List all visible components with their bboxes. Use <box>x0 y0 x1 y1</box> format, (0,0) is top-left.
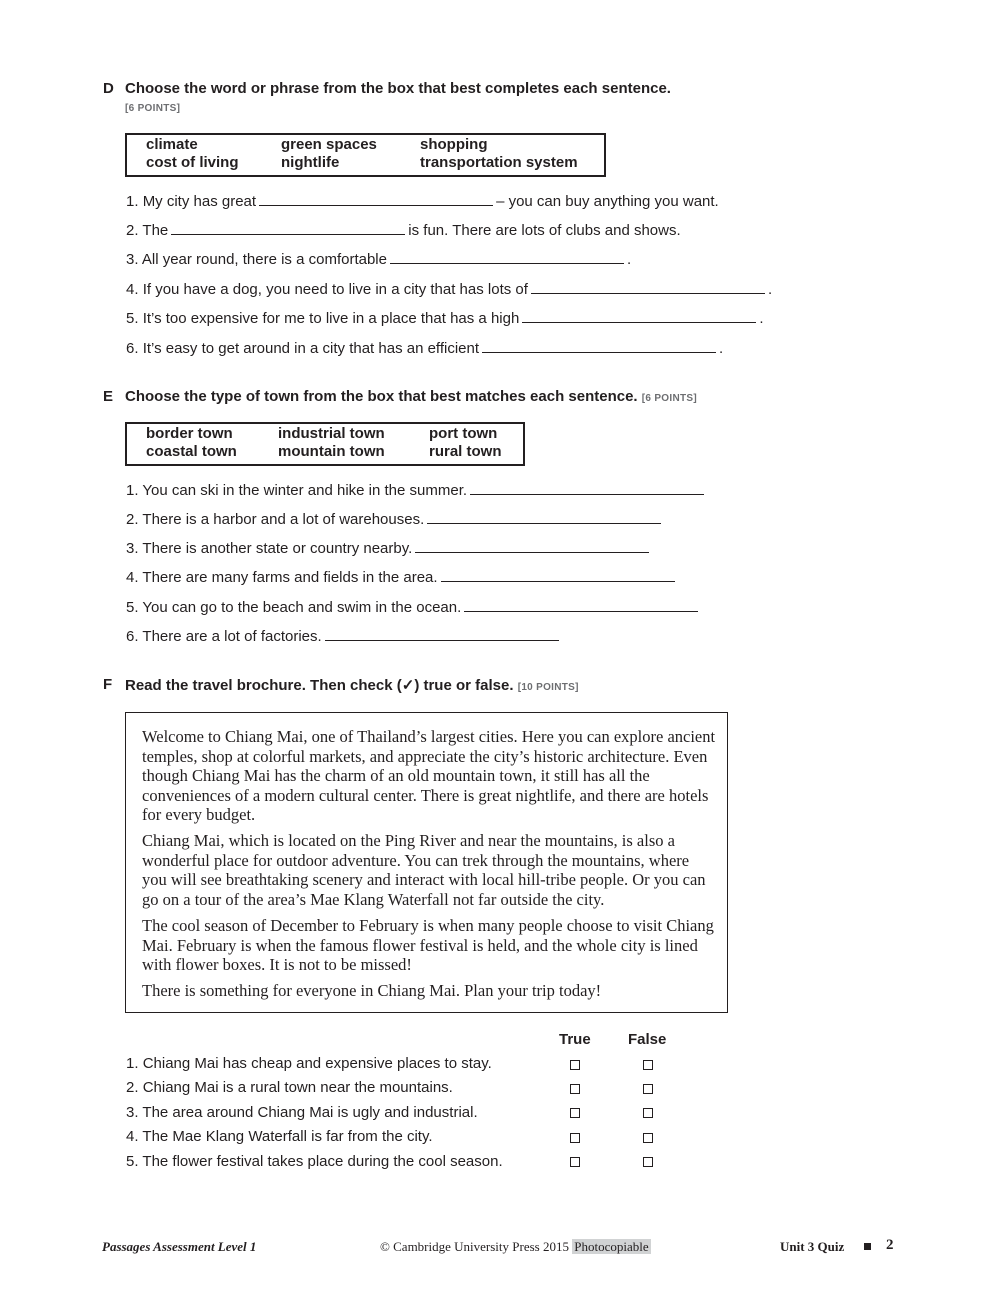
true-checkbox[interactable] <box>570 1133 580 1143</box>
statement-number: 5. <box>126 1153 139 1170</box>
true-checkbox[interactable] <box>570 1084 580 1094</box>
brochure-paragraph: There is something for everyone in Chiang Mai. Plan your trip today! <box>142 981 602 1000</box>
footer-book-title: Passages Assessment Level 1 <box>102 1239 257 1254</box>
question-number: 3. <box>126 251 139 268</box>
false-checkbox[interactable] <box>643 1084 653 1094</box>
section-e-points: [6 POINTS] <box>641 393 697 404</box>
question-item <box>126 249 631 269</box>
word-bank-item: industrial town <box>278 425 385 442</box>
question-item <box>126 191 719 211</box>
section-d-title: Choose the word or phrase from the box that best completes each sentence. <box>125 80 671 97</box>
photocopiable-badge: Photocopiable <box>574 1239 649 1254</box>
question-text: The <box>142 222 169 239</box>
question-number: 2. <box>126 511 139 528</box>
statement-number: 1. <box>126 1055 139 1072</box>
answer-blank[interactable] <box>427 509 661 524</box>
question-text: . <box>626 251 632 268</box>
statement-number: 3. <box>126 1104 139 1121</box>
statement-text: Chiang Mai is a rural town near the mountains. <box>142 1079 453 1096</box>
question-item <box>126 220 681 240</box>
statement-text: The area around Chiang Mai is ugly and industrial. <box>142 1104 478 1121</box>
question-text: You can ski in the winter and hike in the summer. <box>142 482 468 499</box>
statement-number: 4. <box>126 1128 139 1145</box>
question-number: 4. <box>126 569 139 586</box>
footer-unit: Unit 3 Quiz <box>780 1239 845 1254</box>
question-text: My city has great <box>142 193 257 210</box>
question-text: All year round, there is a comfortable <box>141 251 387 268</box>
answer-blank[interactable] <box>464 597 698 612</box>
statement-item <box>126 1127 433 1147</box>
question-text: . <box>759 310 764 327</box>
word-bank-item: cost of living <box>146 154 239 171</box>
answer-blank[interactable] <box>415 538 649 553</box>
word-bank-item: border town <box>146 425 233 442</box>
question-item <box>126 509 664 529</box>
question-item <box>126 480 707 500</box>
statement-text: The flower festival takes place during the cool season. <box>142 1153 503 1170</box>
question-number: 1. <box>126 193 139 210</box>
question-text: There is a harbor and a lot of warehouses. <box>142 511 425 528</box>
page-number: 2 <box>886 1237 894 1253</box>
question-number: 6. <box>126 340 139 357</box>
true-checkbox[interactable] <box>570 1157 580 1167</box>
statement-text: The Mae Klang Waterfall is far from the city. <box>142 1128 433 1145</box>
brochure-paragraph: Chiang Mai, which is located on the Ping River and near the mountains, is also a wonderful place for outdoor adventure. You can trek through the mountains, where you will see breathtaking scenery and interact with local hill-tribe people. Or you can go on a tour of the area’s Mae Klang Waterfall not far outside the city. <box>142 831 706 909</box>
question-number: 3. <box>126 540 139 557</box>
question-text: – you can buy anything you want. <box>496 193 719 210</box>
section-f-title-text: Read the travel brochure. Then check (✓) true or false. <box>125 677 514 694</box>
question-text: There are many farms and fields in the area. <box>142 569 438 586</box>
true-checkbox[interactable] <box>570 1108 580 1118</box>
statement-item <box>126 1152 503 1172</box>
question-number: 5. <box>126 310 139 327</box>
question-item <box>126 567 678 587</box>
word-bank-item: nightlife <box>281 154 340 171</box>
brochure-paragraph: The cool season of December to February is when many people choose to visit Chiang Mai. February is when the famous flower festival is held, and the whole city is lined with flower boxes. It is not to be missed! <box>142 916 714 974</box>
section-d-points: [6 POINTS] <box>125 103 181 114</box>
answer-blank[interactable] <box>171 220 405 235</box>
statement-item <box>126 1103 478 1123</box>
question-number: 6. <box>126 628 139 645</box>
question-item <box>126 338 723 358</box>
word-bank-item: mountain town <box>278 443 385 460</box>
question-text: . <box>767 281 773 298</box>
answer-blank[interactable] <box>325 626 559 641</box>
question-text: . <box>719 340 724 357</box>
word-bank-item: port town <box>429 425 498 442</box>
true-checkbox[interactable] <box>570 1060 580 1070</box>
question-number: 5. <box>126 599 139 616</box>
answer-blank[interactable] <box>470 480 704 495</box>
answer-blank[interactable] <box>522 308 756 323</box>
word-bank-item: green spaces <box>281 136 377 153</box>
word-bank-item: climate <box>146 136 198 153</box>
answer-blank[interactable] <box>531 279 765 294</box>
section-f-points: [10 POINTS] <box>517 682 579 693</box>
section-letter-f: F <box>103 676 113 693</box>
question-number: 4. <box>126 281 139 298</box>
question-text: It’s easy to get around in a city that has an efficient <box>142 340 480 357</box>
question-text: You can go to the beach and swim in the ocean. <box>142 599 462 616</box>
answer-blank[interactable] <box>482 338 716 353</box>
brochure-paragraph: Welcome to Chiang Mai, one of Thailand’s largest cities. Here you can explore ancient temples, shop at colorful markets, and appreciate the city’s historic architecture. Even though Chiang Mai has the charm of an old mountain town, it still has all the conveniences of a modern cultural center. There is great nightlife, and there are hotels for every budget. <box>142 727 716 824</box>
word-bank-item: coastal town <box>146 443 237 460</box>
false-checkbox[interactable] <box>643 1133 653 1143</box>
false-checkbox[interactable] <box>643 1060 653 1070</box>
question-number: 1. <box>126 482 139 499</box>
true-column-header: True <box>559 1031 591 1048</box>
word-bank-item: shopping <box>420 136 488 153</box>
section-e-title <box>125 388 697 405</box>
answer-blank[interactable] <box>441 567 675 582</box>
section-e-title-text: Choose the type of town from the box that best matches each sentence. <box>125 388 638 405</box>
false-column-header: False <box>628 1031 667 1048</box>
section-letter-e: E <box>103 388 114 405</box>
question-text: There are a lot of factories. <box>142 628 322 645</box>
statement-item <box>126 1054 492 1074</box>
word-bank-item: transportation system <box>420 154 578 171</box>
question-item <box>126 308 763 328</box>
question-text: There is another state or country nearby. <box>142 540 413 557</box>
statement-item <box>126 1078 453 1098</box>
question-item <box>126 597 701 617</box>
question-item <box>126 626 562 646</box>
answer-blank[interactable] <box>259 191 493 206</box>
word-bank-item: rural town <box>429 443 502 460</box>
answer-blank[interactable] <box>390 249 624 264</box>
footer-copyright <box>380 1239 651 1255</box>
question-text: is fun. There are lots of clubs and shows. <box>408 222 681 239</box>
section-letter-d: D <box>103 80 114 97</box>
question-item <box>126 538 652 558</box>
false-checkbox[interactable] <box>643 1108 653 1118</box>
question-text: It’s too expensive for me to live in a place that has a high <box>142 310 520 327</box>
question-item <box>126 279 772 299</box>
statement-text: Chiang Mai has cheap and expensive places to stay. <box>142 1055 492 1072</box>
section-f-title <box>125 676 579 694</box>
question-number: 2. <box>126 222 139 239</box>
false-checkbox[interactable] <box>643 1157 653 1167</box>
statement-number: 2. <box>126 1079 139 1096</box>
square-bullet-icon <box>864 1243 871 1250</box>
copyright-text: © Cambridge University Press 2015 <box>380 1239 569 1254</box>
question-text: If you have a dog, you need to live in a city that has lots of <box>142 281 528 298</box>
